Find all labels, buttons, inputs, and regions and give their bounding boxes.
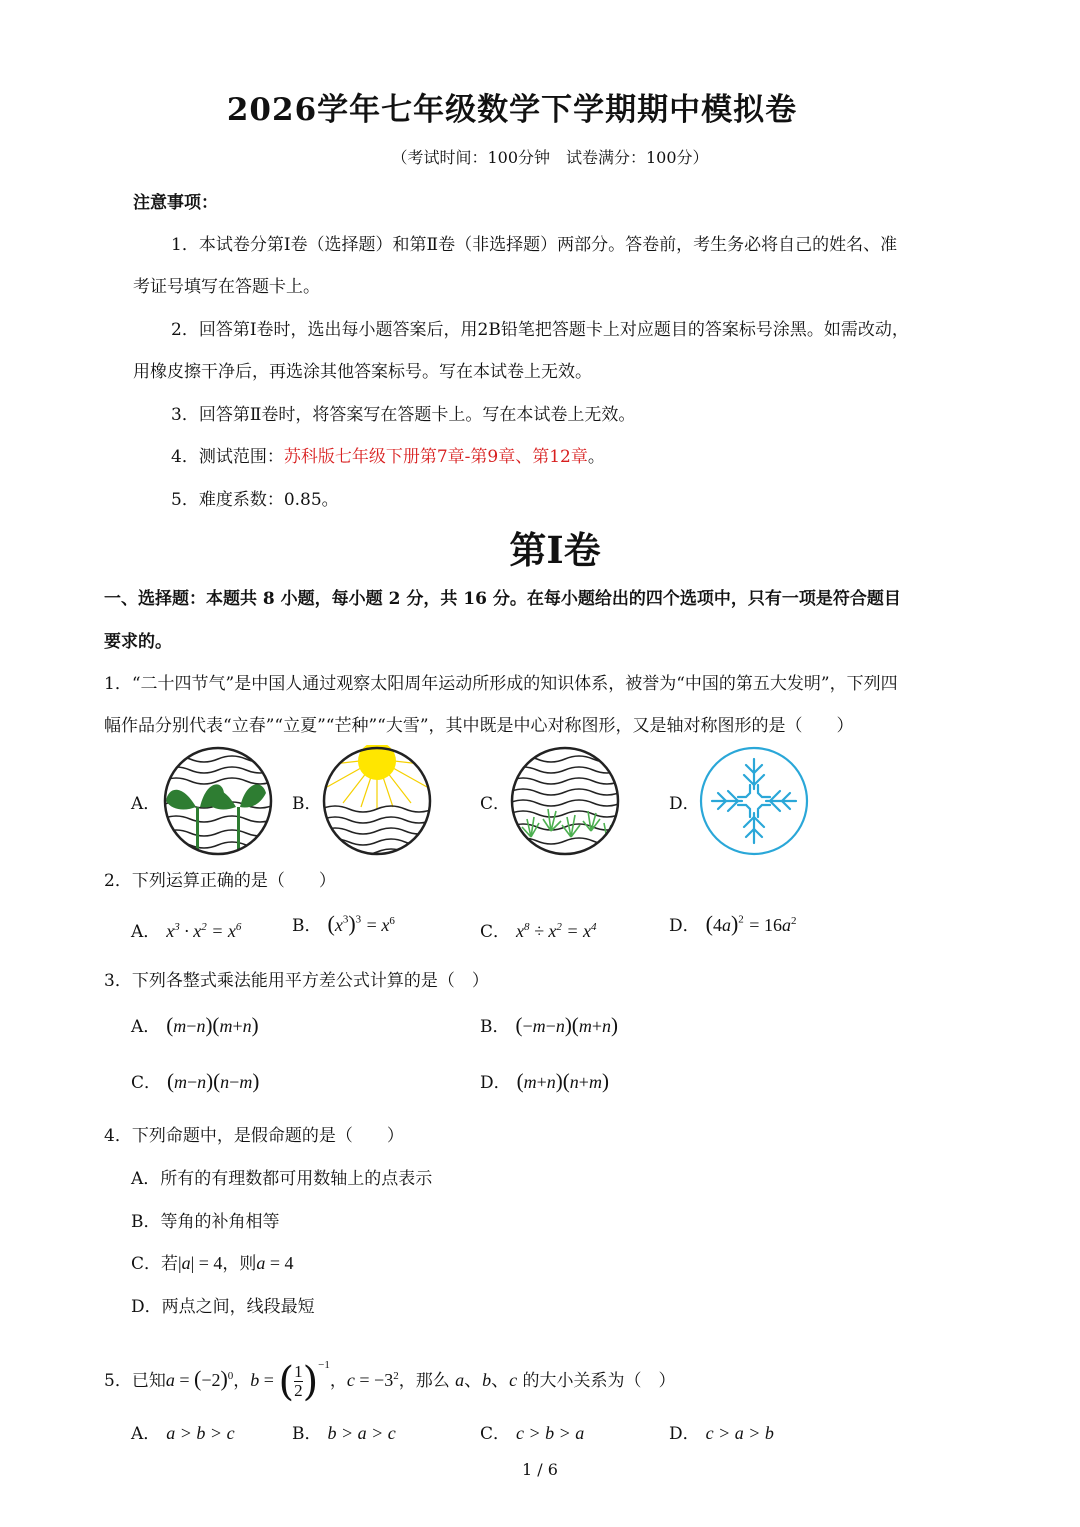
note-1-line2: 考证号填写在答题卡上。: [133, 277, 320, 297]
q2-stem: 2．下列运算正确的是（ ）: [104, 871, 336, 891]
q5-option-d-formula: c > a > b: [705, 1423, 774, 1443]
q5-vars: a、b、c: [455, 1370, 518, 1390]
q1-figure-b-sun: [321, 745, 433, 857]
q1-stem-line1: 1．“二十四节气”是中国人通过观察太阳周年运动所形成的知识体系，被誉为“中国的第五大发明”，下列四: [104, 674, 898, 694]
q1-figure-c-grain: [509, 745, 621, 857]
test-range: 苏科版七年级下册第7章-第9章、第12章: [283, 447, 588, 467]
q4-option-d: D．两点之间，线段最短: [131, 1297, 315, 1317]
note-4-suffix: 。: [587, 447, 605, 467]
q2-option-d-label: D．: [669, 916, 700, 936]
note-3: 3．回答第Ⅱ卷时，将答案写在答题卡上。写在本试卷上无效。: [171, 405, 636, 425]
q3-option-c-label: C．: [131, 1073, 162, 1093]
q5-option-a-formula: a > b > c: [166, 1423, 235, 1443]
q5-stem: [104, 1340, 676, 1407]
notes-heading: 注意事项：: [133, 193, 218, 213]
q5-option-d-label: D．: [669, 1424, 700, 1444]
q3-option-a-label: A．: [131, 1017, 161, 1037]
q3-option-c: [131, 1068, 259, 1094]
q4-option-c-mid: ，则: [222, 1254, 257, 1274]
q2-option-a-formula: $x^3 \cdot x^2 = x^6$: [166, 921, 242, 941]
note-2-line2: 用橡皮擦干净后，再选涂其他答案标号。写在本试卷上无效。: [133, 362, 592, 382]
q1-option-a-label: A．: [131, 794, 161, 814]
exam-info: （考试时间：100分钟 试卷满分：100分）: [391, 148, 709, 167]
q4-stem: 4．下列命题中，是假命题的是（ ）: [104, 1126, 404, 1146]
q5-option-a: [131, 1419, 235, 1444]
q3-option-d: [480, 1068, 609, 1094]
q5-tail2: 的大小关系为（ ）: [522, 1371, 676, 1391]
q3-option-b-formula: (−m−n)(m+n): [515, 1013, 618, 1037]
q5-option-a-label: A．: [131, 1424, 161, 1444]
q5-option-c-label: C．: [480, 1424, 511, 1444]
q4-option-c: [131, 1249, 294, 1274]
q1-option-c-label: C．: [480, 794, 511, 814]
q5-option-b-label: B．: [292, 1424, 322, 1444]
q5-tail: ，那么: [398, 1371, 450, 1391]
q2-option-d: [669, 911, 796, 937]
q2-option-a-label: A．: [131, 922, 161, 942]
q4-option-c-result: a = 4: [256, 1253, 294, 1273]
q3-option-b-label: B．: [480, 1017, 510, 1037]
part1-line2: 要求的。: [104, 632, 172, 652]
q1-option-b-label: B．: [292, 794, 322, 814]
q2-option-b: [292, 911, 395, 937]
q5-b-def: b = ( $\frac{1}{2}$ )$^{-1}$: [250, 1358, 330, 1405]
q5-sep-2: ，: [329, 1371, 347, 1391]
q3-option-d-formula: (m+n)(n+m): [516, 1069, 609, 1093]
q3-option-c-formula: (m−n)(n−m): [167, 1069, 260, 1093]
q1-option-d-label: D．: [669, 794, 700, 814]
q2-option-b-label: B．: [292, 916, 322, 936]
q5-a-def: $a = (-2)^0$: [165, 1366, 234, 1391]
q3-option-a: [131, 1012, 259, 1038]
q5-option-c: [480, 1419, 584, 1444]
q4-option-c-abs: |a| = 4: [178, 1253, 223, 1273]
q5-c-def: $c = -3^2$: [346, 1370, 399, 1390]
q5-option-b-formula: b > a > c: [327, 1423, 396, 1443]
q5-option-b: [292, 1419, 396, 1444]
q4-option-a: A．所有的有理数都可用数轴上的点表示: [131, 1169, 433, 1189]
q3-option-a-formula: (m−n)(m+n): [166, 1013, 259, 1037]
q2-option-d-formula: $(4a)^2 = 16a^2$: [705, 911, 797, 936]
q1-figure-d-snowflake: [698, 745, 810, 857]
q5-sep-1: ，: [233, 1371, 251, 1391]
part1-line1: 一、选择题：本题共 8 小题，每小题 2 分，共 16 分。在每小题给出的四个选项中，只有一项是符合题目: [104, 589, 901, 609]
q5-prefix: 5．已知: [104, 1371, 166, 1391]
page-number: 1 / 6: [522, 1460, 558, 1479]
q2-option-c-label: C．: [480, 922, 511, 942]
q2-option-c-formula: $x^8 \div x^2 = x^4$: [516, 921, 597, 941]
q3-stem: 3．下列各整式乘法能用平方差公式计算的是（ ）: [104, 971, 489, 991]
note-5: 5．难度系数：0.85。: [171, 490, 339, 510]
q2-option-a: [131, 917, 241, 942]
note-4: [171, 442, 605, 467]
q1-stem-line2: 幅作品分别代表“立春”“立夏”“芒种”“大雪”，其中既是中心对称图形，又是轴对称图形的是（ ）: [104, 716, 854, 736]
page-title: 2026学年七年级数学下学期期中模拟卷: [226, 92, 798, 128]
q1-figure-a-sprouts: [162, 745, 274, 857]
note-4-prefix: 4．测试范围：: [171, 447, 284, 467]
q3-option-d-label: D．: [480, 1073, 511, 1093]
note-2-line1: 2．回答第Ⅰ卷时，选出每小题答案后，用2B铅笔把答题卡上对应题目的答案标号涂黑。如需改动，: [171, 320, 909, 340]
section-title: 第Ⅰ卷: [509, 528, 601, 572]
q4-option-b: B．等角的补角相等: [131, 1212, 280, 1232]
q5-option-c-formula: c > b > a: [516, 1423, 585, 1443]
note-1-line1: 1．本试卷分第Ⅰ卷（选择题）和第Ⅱ卷（非选择题）两部分。答卷前，考生务必将自己的姓名、准: [171, 235, 898, 255]
q2-option-b-formula: $(x^3)^3 = x^6$: [327, 911, 395, 936]
q4-option-c-prefix: C．若: [131, 1254, 179, 1274]
q2-option-c: [480, 917, 597, 942]
q5-option-d: [669, 1419, 774, 1444]
q3-option-b: [480, 1012, 618, 1038]
